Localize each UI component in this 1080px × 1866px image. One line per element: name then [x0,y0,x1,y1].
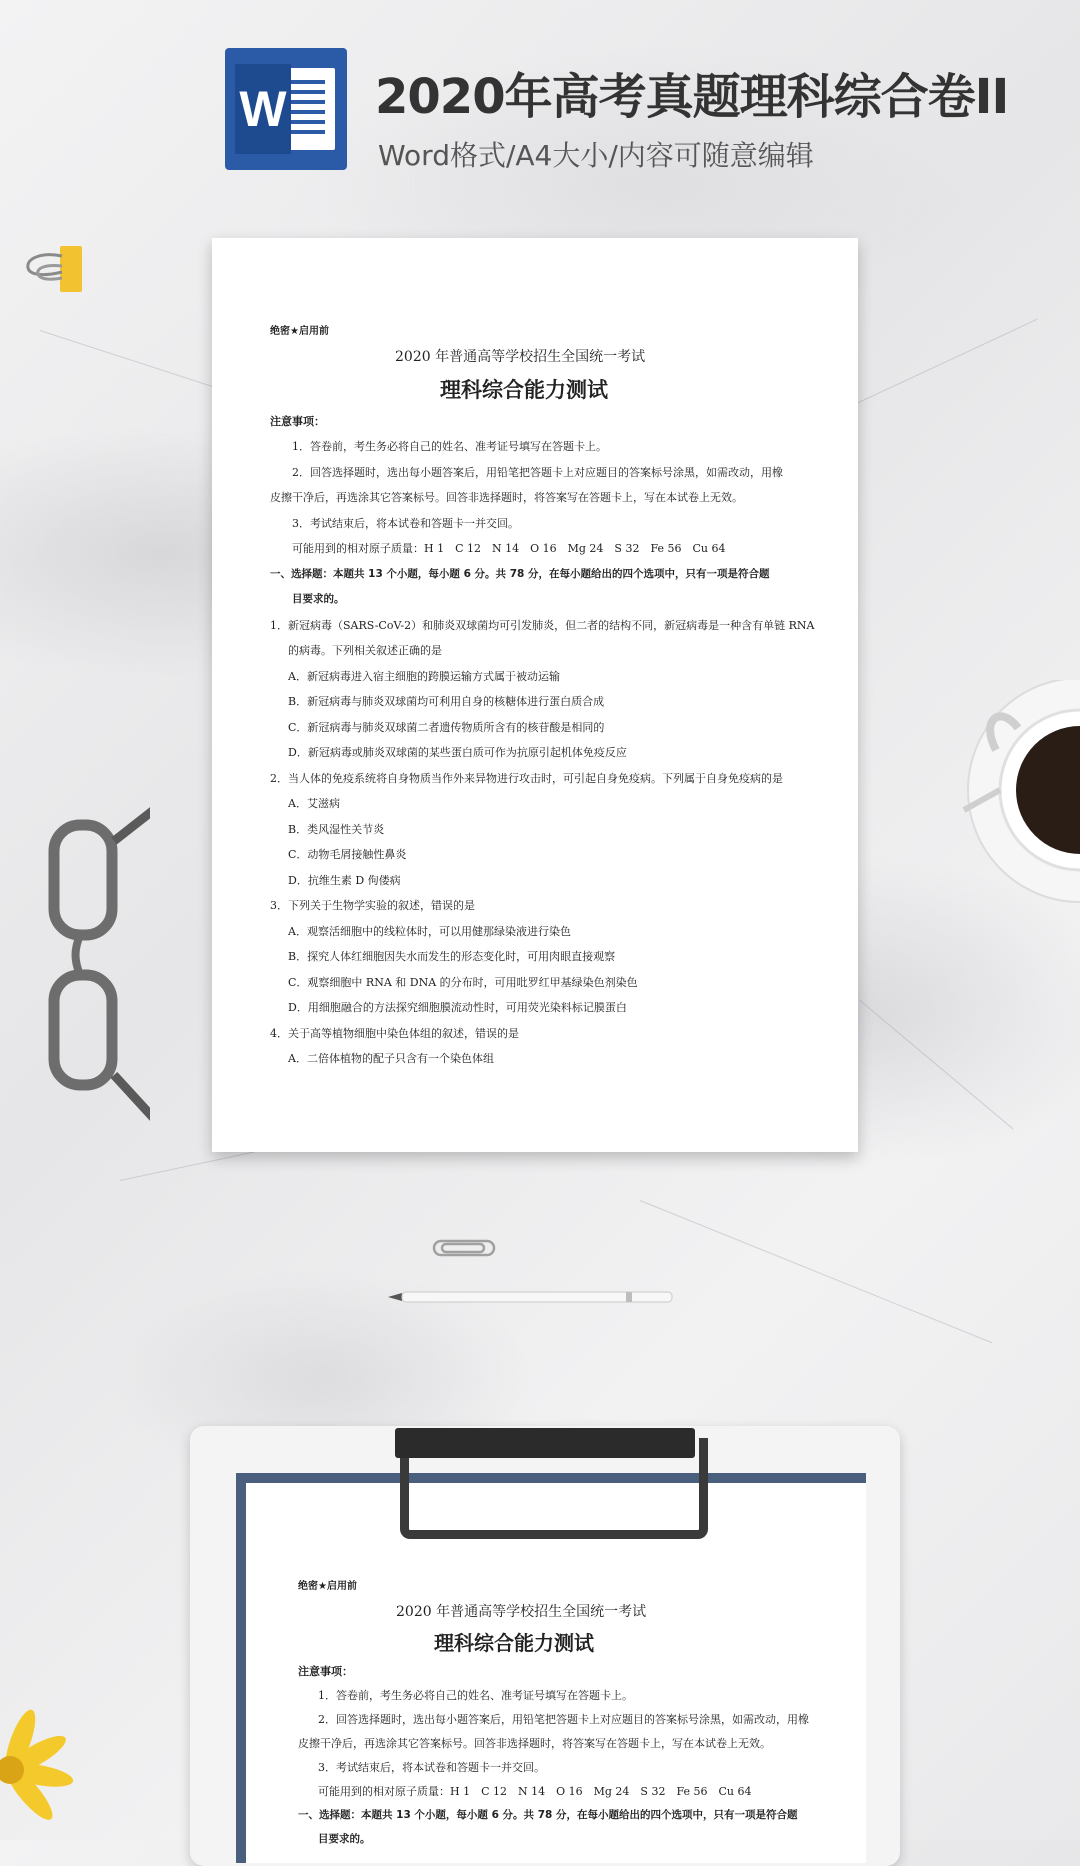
answer-option: A．新冠病毒进入宿主细胞的跨膜运输方式属于被动运输 [288,670,560,683]
marble-vein [860,1000,1014,1129]
answer-option: B．类风湿性关节炎 [288,823,385,836]
page-subtitle: Word格式/A4大小/内容可随意编辑 [378,139,814,172]
answer-option: D．抗维生素 D 佝偻病 [288,874,401,887]
word-icon [225,48,347,170]
notice-line: 1．答卷前，考生务必将自己的姓名、准考证号填写在答题卡上。 [292,440,607,453]
exam-title: 理科综合能力测试 [440,378,608,402]
question-stem: 的病毒。下列相关叙述正确的是 [288,644,442,657]
atomic-mass-line: 可能用到的相对原子质量：H 1 C 12 N 14 O 16 Mg 24 S 32 Fe 56 Cu 64 [318,1785,752,1798]
answer-option: C．动物毛屑接触性鼻炎 [288,848,407,861]
notice-line: 皮擦干净后，再选涂其它答案标号。回答非选择题时，将答案写在答题卡上，写在本试卷上无效。 [270,491,743,504]
question-stem: 2．当人体的免疫系统将自身物质当作外来异物进行攻击时，可引起自身免疫病。下列属于自身免疫病的是 [270,772,783,785]
answer-option: A．艾滋病 [288,797,340,810]
notice-heading: 注意事项： [270,415,325,428]
coffee-cup-icon [960,680,1080,920]
word-letter: W [235,64,291,154]
answer-option: A．二倍体植物的配子只含有一个染色体组 [288,1052,494,1065]
question-stem: 4．关于高等植物细胞中染色体组的叙述，错误的是 [270,1027,519,1040]
secret-label: 绝密★启用前 [270,326,329,337]
glasses-icon [40,805,150,1125]
notice-line: 3．考试结束后，将本试卷和答题卡一并交回。 [318,1761,545,1774]
flower-icon [0,1700,90,1840]
secret-label: 绝密★启用前 [298,1581,357,1592]
answer-option: C．观察细胞中 RNA 和 DNA 的分布时，可用吡罗红甲基绿染色剂染色 [288,976,638,989]
notice-line: 2．回答选择题时，选出每小题答案后，用铅笔把答题卡上对应题目的答案标号涂黑，如需改动，用橡 [292,466,783,479]
notice-heading: 注意事项： [298,1665,353,1678]
section-heading: 目要求的。 [318,1833,371,1845]
section-heading: 目要求的。 [292,593,345,605]
section-heading: 一、选择题：本题共 13 个小题，每小题 6 分。共 78 分，在每小题给出的四个选项中，只有一项是符合题 [270,568,770,580]
pen-icon [388,1290,680,1304]
answer-option: D．用细胞融合的方法探究细胞膜流动性时，可用荧光染料标记膜蛋白 [288,1001,627,1014]
atomic-mass-line: 可能用到的相对原子质量：H 1 C 12 N 14 O 16 Mg 24 S 32 Fe 56 Cu 64 [292,542,726,555]
notice-line: 2．回答选择题时，选出每小题答案后，用铅笔把答题卡上对应题目的答案标号涂黑，如需改动，用橡 [318,1713,809,1726]
notice-line: 3．考试结束后，将本试卷和答题卡一并交回。 [292,517,519,530]
notice-line: 1．答卷前，考生务必将自己的姓名、准考证号填写在答题卡上。 [318,1689,633,1702]
question-stem: 1．新冠病毒（SARS-CoV-2）和肺炎双球菌均可引发肺炎，但二者的结构不同，新冠病毒是一种含有单链 RNA [270,619,815,632]
notice-line: 皮擦干净后，再选涂其它答案标号。回答非选择题时，将答案写在答题卡上，写在本试卷上无效。 [298,1737,771,1750]
paperclip-icon [432,1238,496,1258]
exam-name: 2020 年普通高等学校招生全国统一考试 [396,1604,647,1620]
clipboard-clip [395,1428,695,1458]
exam-document [212,238,858,1152]
answer-option: B．新冠病毒与肺炎双球菌均可利用自身的核糖体进行蛋白质合成 [288,695,605,708]
question-stem: 3．下列关于生物学实验的叙述，错误的是 [270,899,475,912]
exam-name: 2020 年普通高等学校招生全国统一考试 [395,349,646,365]
section-heading: 一、选择题：本题共 13 个小题，每小题 6 分。共 78 分，在每小题给出的四个选项中，只有一项是符合题 [298,1809,798,1821]
binder-clip-icon [22,244,84,294]
page-title: 2020年高考真题理科综合卷II [375,69,1009,125]
marble-vein [640,1200,993,1343]
exam-title: 理科综合能力测试 [434,1631,594,1655]
answer-option: B．探究人体红细胞因失水而发生的形态变化时，可用肉眼直接观察 [288,950,616,963]
answer-option: C．新冠病毒与肺炎双球菌二者遗传物质所含有的核苷酸是相同的 [288,721,605,734]
answer-option: D．新冠病毒或肺炎双球菌的某些蛋白质可作为抗原引起机体免疫反应 [288,746,627,759]
answer-option: A．观察活细胞中的线粒体时，可以用健那绿染液进行染色 [288,925,571,938]
